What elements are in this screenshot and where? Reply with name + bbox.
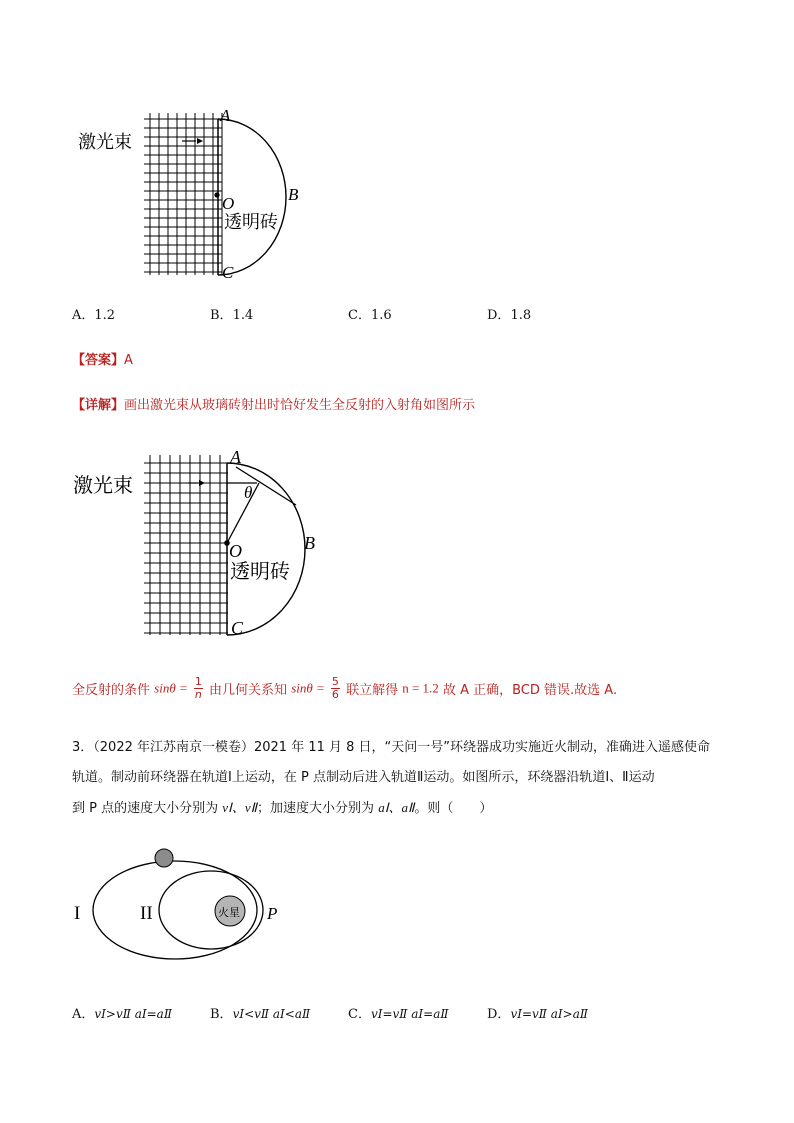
- figure-orbits: [70, 840, 300, 980]
- figure-laser-brick-1: [70, 105, 330, 290]
- label-O: O: [222, 194, 235, 213]
- figure-laser-brick-2: [70, 445, 340, 645]
- fraction-1-over-n: [194, 676, 203, 701]
- label-theta: θ: [244, 483, 253, 502]
- fraction-5-over-6: [331, 676, 340, 701]
- orbiter-icon: [155, 849, 173, 867]
- label-O: O: [229, 541, 242, 561]
- label-beam: 激光束: [73, 475, 133, 497]
- q3-choice-b[interactable]: [210, 1003, 310, 1022]
- q3-line-1: 3．（2022 年江苏南京一模卷）2021 年 11 月 8 日，“天问一号”环绕器成功实施近火制动，准确进入遥感使命: [72, 740, 711, 755]
- choice-letter: A．: [72, 308, 95, 323]
- choice-letter: B．: [210, 308, 233, 323]
- q3-choice-d[interactable]: [487, 1003, 588, 1022]
- q3-choice-c[interactable]: [348, 1003, 449, 1022]
- choice-value: 1.8: [510, 308, 532, 323]
- label-C: C: [231, 618, 244, 638]
- orbit-II: [159, 871, 263, 949]
- choice-value: 1.6: [370, 308, 392, 323]
- q3-line-3-part-a: 到 P 点的速度大小分别为: [72, 801, 219, 816]
- choice-value: vⅠ=vⅡ aⅠ=aⅡ: [370, 1007, 449, 1021]
- choice-value: 1.2: [94, 308, 116, 323]
- choice-letter: C．: [348, 1007, 371, 1022]
- label-A: A: [230, 447, 241, 467]
- detail-line: [72, 394, 475, 413]
- center-point-O: [214, 192, 219, 197]
- choice-letter: B．: [210, 1007, 233, 1022]
- label-orbit-II: II: [140, 903, 153, 924]
- answer-line: [72, 349, 133, 368]
- conclusion-line: [72, 676, 617, 701]
- choice-letter: D．: [487, 1007, 511, 1022]
- fraction-numerator: 1: [194, 675, 202, 688]
- sin-theta-2: sinθ =: [291, 680, 325, 696]
- conclusion-result: n = 1.2: [402, 680, 439, 696]
- conclusion-part1: 全反射的条件: [72, 683, 151, 698]
- label-A: A: [220, 106, 231, 125]
- choice-value: vⅠ<vⅡ aⅠ<aⅡ: [232, 1007, 311, 1021]
- label-orbit-I: I: [74, 903, 81, 924]
- sin-theta-1: sinθ =: [154, 680, 188, 696]
- detail-text: 画出激光束从玻璃砖射出时恰好发生全反射的入射角如图所示: [124, 398, 476, 413]
- label-B: B: [288, 185, 299, 204]
- choice-d[interactable]: [487, 304, 531, 323]
- choice-value: vⅠ=vⅡ aⅠ>aⅡ: [510, 1007, 589, 1021]
- grid: [144, 113, 222, 275]
- label-mars: 火星: [218, 907, 240, 919]
- label-beam: 激光束: [78, 132, 132, 152]
- q3-acceleration-symbols: aⅠ、aⅡ: [378, 800, 415, 815]
- choice-c[interactable]: [348, 304, 392, 323]
- choice-b[interactable]: [210, 304, 253, 323]
- label-P: P: [267, 904, 278, 923]
- arrow-head-icon: [197, 138, 203, 144]
- q3-choice-a[interactable]: [72, 1003, 172, 1022]
- label-B: B: [304, 533, 315, 553]
- choice-a[interactable]: [72, 304, 115, 323]
- label-brick: 透明砖: [230, 561, 290, 583]
- q3-velocity-symbols: vⅠ、vⅡ: [222, 800, 258, 815]
- choice-letter: D．: [487, 308, 511, 323]
- choice-value: vⅠ>vⅡ aⅠ=aⅡ: [94, 1007, 172, 1021]
- fraction-numerator: 5: [331, 675, 339, 688]
- conclusion-part2: 由几何关系知: [209, 683, 288, 698]
- choice-letter: C．: [348, 308, 371, 323]
- conclusion-part4: 故 A 正确，BCD 错误.故选 A.: [442, 683, 618, 698]
- fraction-denominator: 6: [331, 688, 339, 701]
- label-C: C: [222, 263, 234, 282]
- answer-tag: 【答案】: [72, 353, 125, 368]
- fraction-denominator: n: [194, 688, 202, 701]
- grid: [144, 455, 228, 635]
- label-brick: 透明砖: [224, 212, 278, 232]
- conclusion-part3: 联立解得: [346, 683, 399, 698]
- q3-line-2: 轨道。制动前环绕器在轨道Ⅰ上运动，在 P 点制动后进入轨道Ⅱ运动。如图所示，环绕器沿轨道Ⅰ、Ⅱ运动: [72, 770, 655, 785]
- detail-tag: 【详解】: [72, 398, 125, 413]
- choice-value: 1.4: [232, 308, 254, 323]
- q3-line-3-part-c: 。则（ ）: [414, 801, 493, 816]
- choice-letter: A．: [72, 1007, 95, 1022]
- answer-value: A: [124, 353, 133, 368]
- q3-line-3-part-b: ；加速度大小分别为: [257, 801, 375, 816]
- q3-line-3: [72, 797, 492, 816]
- arrow-head-icon: [199, 480, 205, 486]
- radius-line: [227, 483, 259, 543]
